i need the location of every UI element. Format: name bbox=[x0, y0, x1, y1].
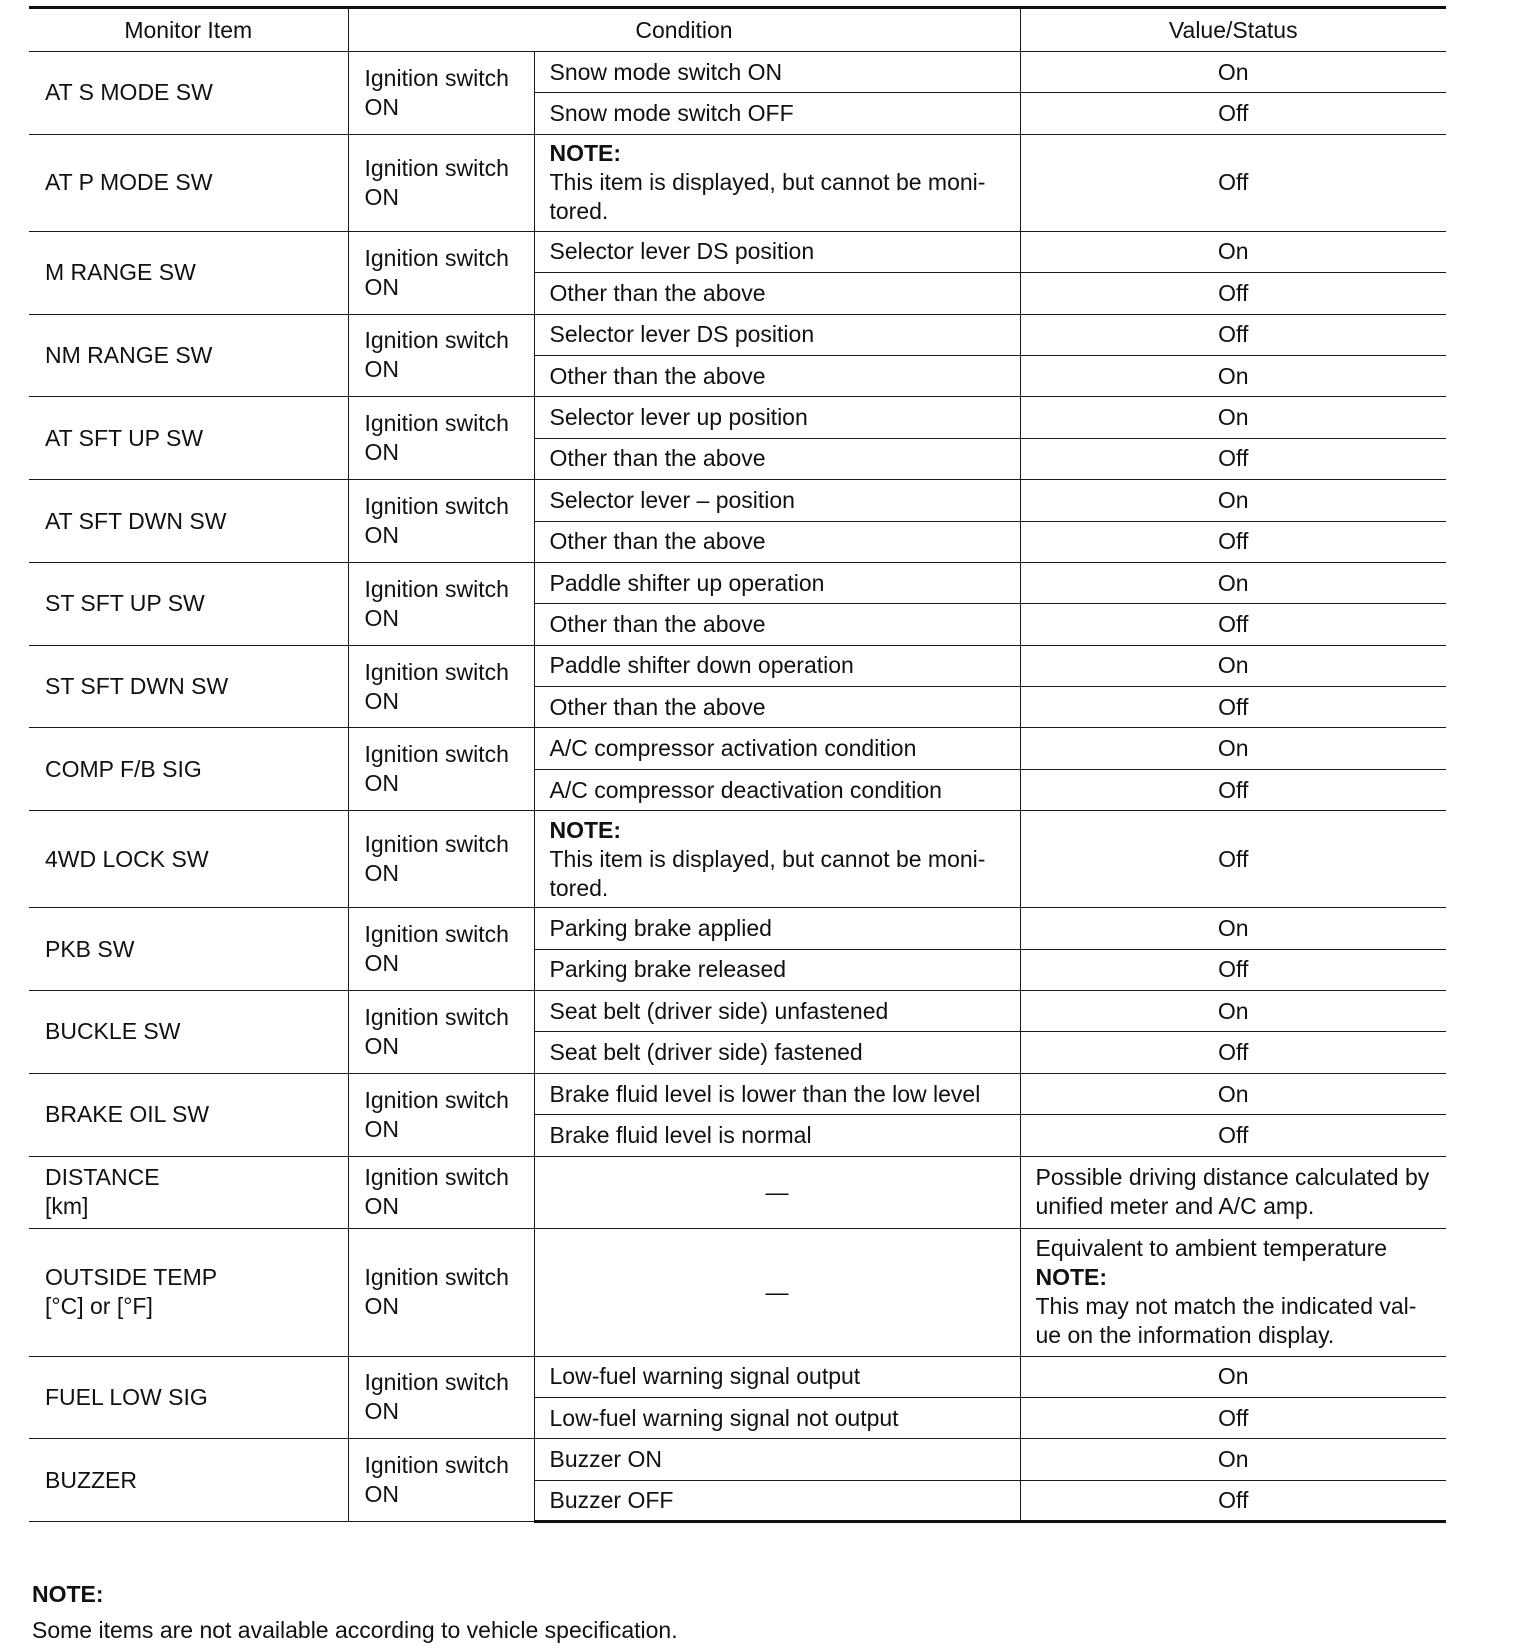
value-cell: Off bbox=[1020, 949, 1446, 990]
monitor-item-cell: AT SFT UP SW bbox=[29, 397, 348, 480]
value-cell: Off bbox=[1020, 438, 1446, 479]
value-cell: Off bbox=[1020, 521, 1446, 562]
value-cell: Off bbox=[1020, 273, 1446, 314]
value-cell: On bbox=[1020, 1356, 1446, 1397]
table-row bbox=[29, 728, 1446, 769]
value-cell: Off bbox=[1020, 1115, 1446, 1156]
value-cell: On bbox=[1020, 1073, 1446, 1114]
ignition-cell: Ignition switch ON bbox=[348, 1356, 534, 1439]
monitor-item-cell: 4WD LOCK SW bbox=[29, 811, 348, 908]
value-cell: On bbox=[1020, 645, 1446, 686]
table-row bbox=[29, 1156, 1446, 1228]
monitor-item-cell: PKB SW bbox=[29, 908, 348, 991]
value-cell: On bbox=[1020, 52, 1446, 93]
ignition-cell: Ignition switch ON bbox=[348, 1439, 534, 1522]
footnote-text: Some items are not available according to vehicle specification. bbox=[32, 1617, 678, 1643]
ignition-cell: Ignition switch ON bbox=[348, 645, 534, 728]
ignition-cell: Ignition switch ON bbox=[348, 314, 534, 397]
monitor-item-cell: BRAKE OIL SW bbox=[29, 1073, 348, 1156]
ignition-cell: Ignition switch ON bbox=[348, 52, 534, 135]
value-cell: Off bbox=[1020, 1032, 1446, 1073]
condition-cell: Parking brake released bbox=[534, 949, 1020, 990]
ignition-cell: Ignition switch ON bbox=[348, 480, 534, 563]
condition-cell: Brake fluid level is normal bbox=[534, 1115, 1020, 1156]
monitor-item-cell: BUCKLE SW bbox=[29, 991, 348, 1074]
table-row bbox=[29, 811, 1446, 908]
value-cell: On bbox=[1020, 562, 1446, 603]
condition-cell: Other than the above bbox=[534, 604, 1020, 645]
table-row bbox=[29, 1356, 1446, 1397]
condition-cell: Selector lever up position bbox=[534, 397, 1020, 438]
table-row bbox=[29, 991, 1446, 1032]
monitor-item-cell: AT S MODE SW bbox=[29, 52, 348, 135]
condition-cell: Selector lever DS position bbox=[534, 314, 1020, 355]
condition-cell: Parking brake applied bbox=[534, 908, 1020, 949]
condition-cell: A/C compressor activation condition bbox=[534, 728, 1020, 769]
condition-cell: Low-fuel warning signal output bbox=[534, 1356, 1020, 1397]
value-cell: Off bbox=[1020, 769, 1446, 810]
ignition-cell: Ignition switch ON bbox=[348, 728, 534, 811]
monitor-item-cell: COMP F/B SIG bbox=[29, 728, 348, 811]
value-cell: On bbox=[1020, 1439, 1446, 1480]
footnote bbox=[32, 1576, 678, 1648]
condition-cell: Brake fluid level is lower than the low level bbox=[534, 1073, 1020, 1114]
value-cell: Off bbox=[1020, 811, 1446, 908]
condition-cell: Selector lever DS position bbox=[534, 231, 1020, 272]
condition-cell: Snow mode switch OFF bbox=[534, 93, 1020, 134]
ignition-cell: Ignition switch ON bbox=[348, 908, 534, 991]
table-row bbox=[29, 1439, 1446, 1480]
monitor-item-cell: ST SFT DWN SW bbox=[29, 645, 348, 728]
condition-note-cell: NOTE: This item is displayed, but cannot be moni- tored. bbox=[534, 134, 1020, 231]
value-cell: Off bbox=[1020, 687, 1446, 728]
value-cell: On bbox=[1020, 231, 1446, 272]
ignition-cell: Ignition switch ON bbox=[348, 1228, 534, 1356]
header-value-status: Value/Status bbox=[1020, 8, 1446, 52]
table-row bbox=[29, 231, 1446, 272]
table-header-row bbox=[29, 8, 1446, 52]
table-row bbox=[29, 397, 1446, 438]
value-cell: On bbox=[1020, 397, 1446, 438]
condition-cell: Low-fuel warning signal not output bbox=[534, 1397, 1020, 1438]
value-cell: Equivalent to ambient temperature NOTE: This may not match the indicated val- ue on the information display. bbox=[1020, 1228, 1446, 1356]
value-cell: Off bbox=[1020, 1480, 1446, 1521]
value-cell: Off bbox=[1020, 134, 1446, 231]
value-cell: Possible driving distance calculated by unified meter and A/C amp. bbox=[1020, 1156, 1446, 1228]
monitor-item-cell: BUZZER bbox=[29, 1439, 348, 1522]
value-cell: On bbox=[1020, 728, 1446, 769]
condition-cell: Other than the above bbox=[534, 687, 1020, 728]
value-cell: Off bbox=[1020, 1397, 1446, 1438]
table-row bbox=[29, 645, 1446, 686]
monitor-item-cell: AT P MODE SW bbox=[29, 134, 348, 231]
table-row bbox=[29, 52, 1446, 93]
condition-cell: Snow mode switch ON bbox=[534, 52, 1020, 93]
monitor-item-cell: ST SFT UP SW bbox=[29, 562, 348, 645]
value-cell: Off bbox=[1020, 314, 1446, 355]
header-condition: Condition bbox=[348, 8, 1020, 52]
condition-cell: Paddle shifter up operation bbox=[534, 562, 1020, 603]
table-row bbox=[29, 1228, 1446, 1356]
monitor-item-table bbox=[29, 6, 1446, 1523]
table-row bbox=[29, 1073, 1446, 1114]
value-cell: On bbox=[1020, 480, 1446, 521]
condition-cell: A/C compressor deactivation condition bbox=[534, 769, 1020, 810]
condition-note-cell: NOTE: This item is displayed, but cannot be moni- tored. bbox=[534, 811, 1020, 908]
value-cell: On bbox=[1020, 991, 1446, 1032]
table-row bbox=[29, 134, 1446, 231]
condition-cell: Other than the above bbox=[534, 521, 1020, 562]
value-cell: On bbox=[1020, 908, 1446, 949]
table-row bbox=[29, 480, 1446, 521]
value-cell: Off bbox=[1020, 604, 1446, 645]
condition-cell: Buzzer ON bbox=[534, 1439, 1020, 1480]
value-cell: Off bbox=[1020, 93, 1446, 134]
ignition-cell: Ignition switch ON bbox=[348, 1156, 534, 1228]
condition-cell: Seat belt (driver side) unfastened bbox=[534, 991, 1020, 1032]
condition-cell: Other than the above bbox=[534, 273, 1020, 314]
table-row bbox=[29, 908, 1446, 949]
ignition-cell: Ignition switch ON bbox=[348, 1073, 534, 1156]
ignition-cell: Ignition switch ON bbox=[348, 134, 534, 231]
ignition-cell: Ignition switch ON bbox=[348, 991, 534, 1074]
monitor-item-cell: NM RANGE SW bbox=[29, 314, 348, 397]
ignition-cell: Ignition switch ON bbox=[348, 811, 534, 908]
condition-cell: Seat belt (driver side) fastened bbox=[534, 1032, 1020, 1073]
condition-cell: Paddle shifter down operation bbox=[534, 645, 1020, 686]
condition-dash-cell: — bbox=[534, 1156, 1020, 1228]
ignition-cell: Ignition switch ON bbox=[348, 397, 534, 480]
condition-cell: Buzzer OFF bbox=[534, 1480, 1020, 1521]
condition-cell: Other than the above bbox=[534, 355, 1020, 396]
table-row bbox=[29, 314, 1446, 355]
monitor-item-cell: FUEL LOW SIG bbox=[29, 1356, 348, 1439]
monitor-item-cell: M RANGE SW bbox=[29, 231, 348, 314]
table-row bbox=[29, 562, 1446, 603]
condition-cell: Other than the above bbox=[534, 438, 1020, 479]
footnote-label: NOTE: bbox=[32, 1581, 104, 1607]
ignition-cell: Ignition switch ON bbox=[348, 231, 534, 314]
ignition-cell: Ignition switch ON bbox=[348, 562, 534, 645]
value-cell: On bbox=[1020, 355, 1446, 396]
condition-dash-cell: — bbox=[534, 1228, 1020, 1356]
header-monitor-item: Monitor Item bbox=[29, 8, 348, 52]
monitor-item-cell: AT SFT DWN SW bbox=[29, 480, 348, 563]
monitor-item-cell: OUTSIDE TEMP [°C] or [°F] bbox=[29, 1228, 348, 1356]
condition-cell: Selector lever – position bbox=[534, 480, 1020, 521]
monitor-item-cell: DISTANCE [km] bbox=[29, 1156, 348, 1228]
